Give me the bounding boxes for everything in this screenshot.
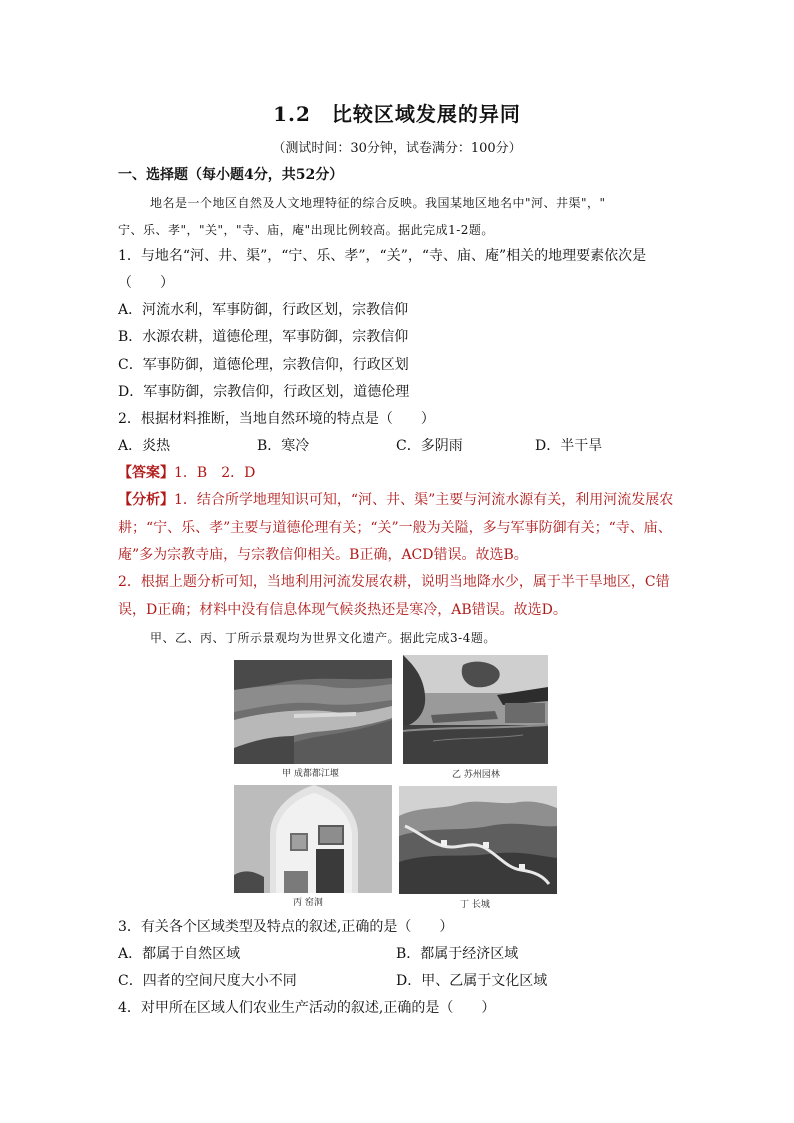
test-info: （测试时间：30分钟，试卷满分：100分） [272, 141, 522, 156]
analysis-line: 耕；“宁、乐、孝”主要与道德伦理有关；“关”一般为关隘，多与军事防御有关；“寺、庙、 [118, 520, 672, 536]
question-3-option-b: B．都属于经济区域 [396, 946, 519, 962]
suzhou-garden-illustration [403, 655, 548, 764]
analysis-line: 误，D正确；材料中没有信息体现气候炎热还是寒冷，AB错误。故选D。 [118, 602, 567, 618]
question-2-option-c: C．多阴雨 [396, 438, 463, 454]
analysis-line [118, 490, 673, 510]
question-1-option-c: C．军事防御，道德伦理，宗教信仰，行政区划 [118, 357, 409, 373]
question-3-option-d: D．甲、乙属于文化区域 [396, 973, 548, 989]
question-2-option-d: D．半干旱 [535, 438, 603, 454]
question-3-option-a: A．都属于自然区域 [118, 946, 241, 962]
figure-caption-jia: 甲 成都都江堰 [282, 769, 339, 779]
material-text-line: 地名是一个地区自然及人文地理特征的综合反映。我国某地区地名中"河、井渠"，" [150, 196, 606, 210]
analysis-line: 庵”多为宗教寺庙，与宗教信仰相关。B正确，ACD错误。故选B。 [118, 547, 528, 563]
great-wall-photo [399, 786, 557, 894]
page-title: 1.2 比较区域发展的异同 [273, 102, 521, 126]
question-1-option-a: A．河流水利，军事防御，行政区划，宗教信仰 [118, 302, 409, 318]
section-heading: 一、选择题（每小题4分，共52分） [118, 167, 344, 183]
dujiangyan-illustration [234, 660, 392, 764]
question-1-option-b: B．水源农耕，道德伦理，军事防御，宗教信仰 [118, 329, 409, 345]
great-wall-illustration [399, 786, 557, 894]
question-3-option-c: C．四者的空间尺度大小不同 [118, 973, 297, 989]
material-text-line: 宁、乐、孝"，"关"，"寺、庙，庵"出现比例较高。据此完成1-2题。 [118, 223, 494, 237]
question-1-option-d: D．军事防御，宗教信仰，行政区划，道德伦理 [118, 384, 410, 400]
question-2-option-b: B．寒冷 [257, 438, 310, 454]
dujiangyan-photo [234, 660, 392, 764]
question-4-stem: 4．对甲所在区域人们农业生产活动的叙述,正确的是（ ） [118, 1000, 496, 1016]
figure-caption-yi: 乙 苏州园林 [452, 770, 500, 780]
analysis-label: 【分析】 [118, 492, 174, 508]
cave-dwelling-photo [234, 785, 392, 893]
answer-line [118, 463, 255, 483]
question-3-stem: 3．有关各个区域类型及特点的叙述,正确的是（ ） [118, 919, 454, 935]
figure-caption-bing: 丙 窑洞 [293, 898, 323, 908]
material-text-line: 甲、乙、丙、丁所示景观均为世界文化遗产。据此完成3-4题。 [150, 631, 496, 645]
answer-text: 1．B 2．D [174, 465, 256, 481]
answer-label: 【答案】 [118, 465, 174, 481]
cave-dwelling-illustration [234, 785, 392, 893]
analysis-text: 1．结合所学地理知识可知，“河、井、渠”主要与河流水源有关，利用河流发展农 [174, 492, 674, 508]
question-2-option-a: A．炎热 [118, 438, 171, 454]
suzhou-garden-photo [403, 655, 548, 764]
analysis-line: 2．根据上题分析可知，当地利用河流发展农耕，说明当地降水少，属于半干旱地区，C错 [118, 574, 670, 590]
figure-caption-ding: 丁 长城 [460, 900, 490, 910]
question-2-stem: 2．根据材料推断，当地自然环境的特点是（ ） [118, 411, 435, 427]
question-1-paren: （ ） [118, 275, 174, 291]
question-1-stem: 1．与地名“河、井、渠”，“宁、乐、孝”，“关”，“寺、庙、庵”相关的地理要素依次是 [118, 248, 647, 264]
